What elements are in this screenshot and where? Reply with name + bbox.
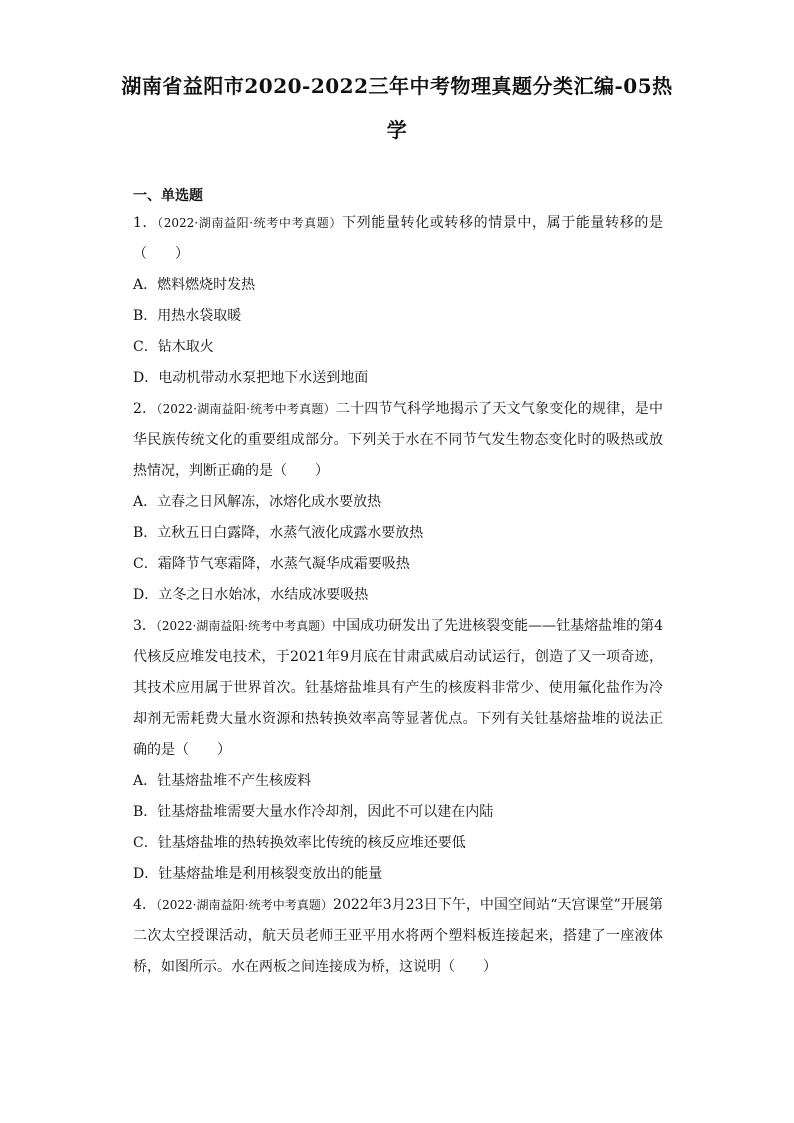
question-text: 2022年3月23日下午，中国空间站“天宫课堂”开展第二次太空授课活动，航天员老师王亚平用水将两个塑料板连接起来，搭建了一座液体桥，如图所示。水在两板之间连接成为桥，这说明（ ）	[133, 897, 663, 975]
title-line-1: 湖南省益阳市2020-2022三年中考物理真题分类汇编-05热	[121, 74, 673, 98]
option-d: D．钍基熔盐堆是利用核裂变放出的能量	[133, 866, 383, 882]
title-line-2: 学	[386, 118, 408, 142]
question-text: 下列能量转化或转移的情景中，属于能量转移的是（ ）	[133, 215, 663, 262]
option-d: D．电动机带动水泵把地下水送到地面	[133, 370, 369, 386]
question-text: 中国成功研发出了先进核裂变能——钍基熔盐堆的第4代核反应堆发电技术，于2021年9月底在甘肃武威启动试运行，创造了又一项奇迹，其技术应用属于世界首次。钍基熔盐堆具有产生的核废料非常少、使用氟化盐作为冷却剂无需耗费大量水资源和热转换效率高等显著优点。下列有关钍基熔盐堆的说法正确的是（ ）	[133, 618, 663, 758]
option-b: B．立秋五日白露降，水蒸气液化成露水要放热	[133, 525, 424, 541]
question-source: （2022·湖南益阳·统考中考真题）	[156, 402, 336, 416]
question-text: 二十四节气科学地揭示了天文气象变化的规律，是中华民族传统文化的重要组成部分。下列关于水在不同节气发生物态变化时的吸热或放热情况，判断正确的是（ ）	[133, 401, 663, 479]
option-d: D．立冬之日水始冰，水结成冰要吸热	[133, 587, 369, 603]
question-number: 4．	[133, 897, 157, 913]
option-a: A．立春之日风解冻，冰熔化成水要放热	[133, 494, 382, 510]
question-4	[133, 890, 663, 983]
question-stem	[133, 208, 663, 270]
question-number: 3．	[133, 618, 156, 634]
option-b: B．钍基熔盐堆需要大量水作冷却剂，因此不可以建在内陆	[133, 804, 494, 820]
question-source: （2022·湖南益阳·统考中考真题）	[157, 216, 342, 230]
question-stem	[133, 890, 663, 983]
question-source: （2022·湖南益阳·统考中考真题）	[155, 619, 333, 633]
option-a: A．钍基熔盐堆不产生核废料	[133, 773, 312, 789]
document-body	[133, 186, 663, 983]
question-stem	[133, 611, 663, 766]
question-source: （2022·湖南益阳·统考中考真题）	[156, 898, 334, 912]
document-title	[120, 64, 674, 152]
option-a: A．燃料燃烧时发热	[133, 277, 256, 293]
section-heading: 一、单选题	[133, 188, 203, 204]
option-c: C．霜降节气寒霜降，水蒸气凝华成霜要吸热	[133, 556, 410, 572]
question-number: 2．	[133, 401, 157, 417]
option-c: C．钍基熔盐堆的热转换效率比传统的核反应堆还要低	[133, 835, 466, 851]
question-1	[133, 208, 663, 394]
question-stem	[133, 394, 663, 487]
option-b: B．用热水袋取暖	[133, 308, 242, 324]
question-number: 1．	[133, 215, 158, 231]
question-3	[133, 611, 663, 890]
option-c: C．钻木取火	[133, 339, 214, 355]
question-2	[133, 394, 663, 611]
